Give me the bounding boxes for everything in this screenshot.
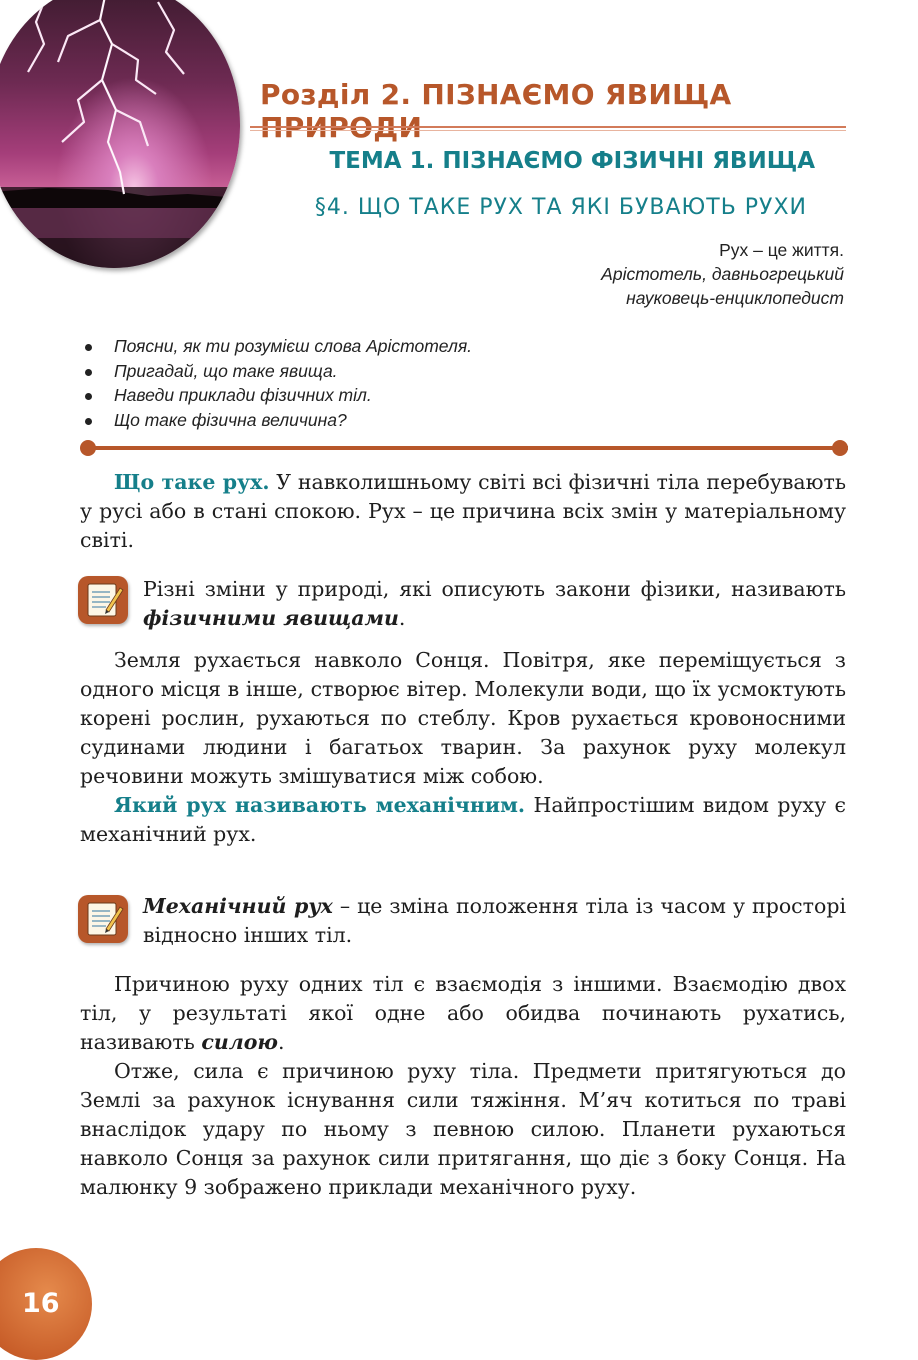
paragraph-end: .	[277, 1030, 285, 1054]
question-item: Пригадай, що таке явища.	[80, 359, 780, 384]
paragraph-text: Земля рухається навколо Сонця. Повітря, яке переміщується з одного місця в інше, створює вітер. Молекули води, що їх усмоктують корені рослин, рухаються по стеблу. Кров рухається кровоносними судинами людини і багатьох тварин. За рахунок руху молекул речовини можуть змішуватися між собою.	[80, 648, 846, 788]
epigraph-author-title: науковець-енциклопедист	[626, 288, 844, 308]
question-item: Поясни, як ти розумієш слова Арістотеля.	[80, 334, 780, 359]
chapter-rule	[250, 126, 846, 128]
chapter-rule-thin	[250, 130, 846, 131]
definition-physical-phenomena	[143, 575, 846, 633]
epigraph	[324, 238, 844, 310]
paragraph-examples	[80, 646, 846, 849]
question-item: Що таке фізична величина?	[80, 408, 780, 433]
paragraph-text: Причиною руху одних тіл є взаємодія з іншими. Взаємодію двох тіл, у результаті якої одне або обидва починають рухатись, називають	[80, 972, 846, 1054]
definition-mechanical-motion	[143, 892, 846, 950]
definition-text: – це зміна положення тіла із часом у просторі відносно інших тіл.	[143, 894, 847, 947]
definition-end: .	[398, 606, 406, 630]
paragraph-force	[80, 970, 846, 1202]
review-questions	[80, 334, 780, 432]
section-title: §4. ЩО ТАКЕ РУХ ТА ЯКІ БУВАЮТЬ РУХИ	[314, 195, 807, 220]
paragraph-text: Отже, сила є причиною руху тіла. Предмети притягуються до Землі за рахунок існування сили тяжіння. М’яч котиться по траві внаслідок удару по ньому з певною силою. Планети рухаються навколо Сонця за рахунок сили притягання, що діє з боку Сонця. На малюнку 9 зображено приклади механічного руху.	[80, 1059, 846, 1199]
paragraph-lead: Що таке рух.	[114, 470, 270, 494]
term-force: силою	[201, 1030, 278, 1054]
lightning-photo	[0, 0, 240, 268]
paragraph-text: У навколишньому світі всі фізичні тіла перебувають у русі або в стані спокою. Рух – це причина всіх змін у матеріальному світі.	[80, 470, 846, 552]
definition-term: фізичними явищами	[143, 606, 399, 630]
epigraph-quote: Рух – це життя.	[719, 240, 844, 260]
definition-text: Різні зміни у природі, які описують закони фізики, називають	[143, 577, 846, 601]
paragraph-text: Найпростішим видом руху є механічний рух.	[80, 793, 847, 846]
section-divider	[82, 446, 848, 450]
epigraph-author: Арістотель, давньогрецький	[601, 264, 844, 284]
question-item: Наведи приклади фізичних тіл.	[80, 383, 780, 408]
divider-dot-right	[832, 440, 848, 456]
divider-dot-left	[80, 440, 96, 456]
paragraph-lead: Який рух називають механічним.	[114, 793, 526, 817]
notebook-pencil-icon	[78, 895, 128, 943]
chapter-title: Розділ 2. ПІЗНАЄМО ЯВИЩА ПРИРОДИ	[260, 78, 732, 144]
theme-title: ТЕМА 1. ПІЗНАЄМО ФІЗИЧНІ ЯВИЩА	[329, 148, 815, 174]
page-number: 16	[22, 1288, 60, 1319]
notebook-pencil-icon	[78, 576, 128, 624]
paragraph-what-is-motion	[80, 468, 846, 555]
definition-term: Механічний рух	[143, 894, 333, 918]
